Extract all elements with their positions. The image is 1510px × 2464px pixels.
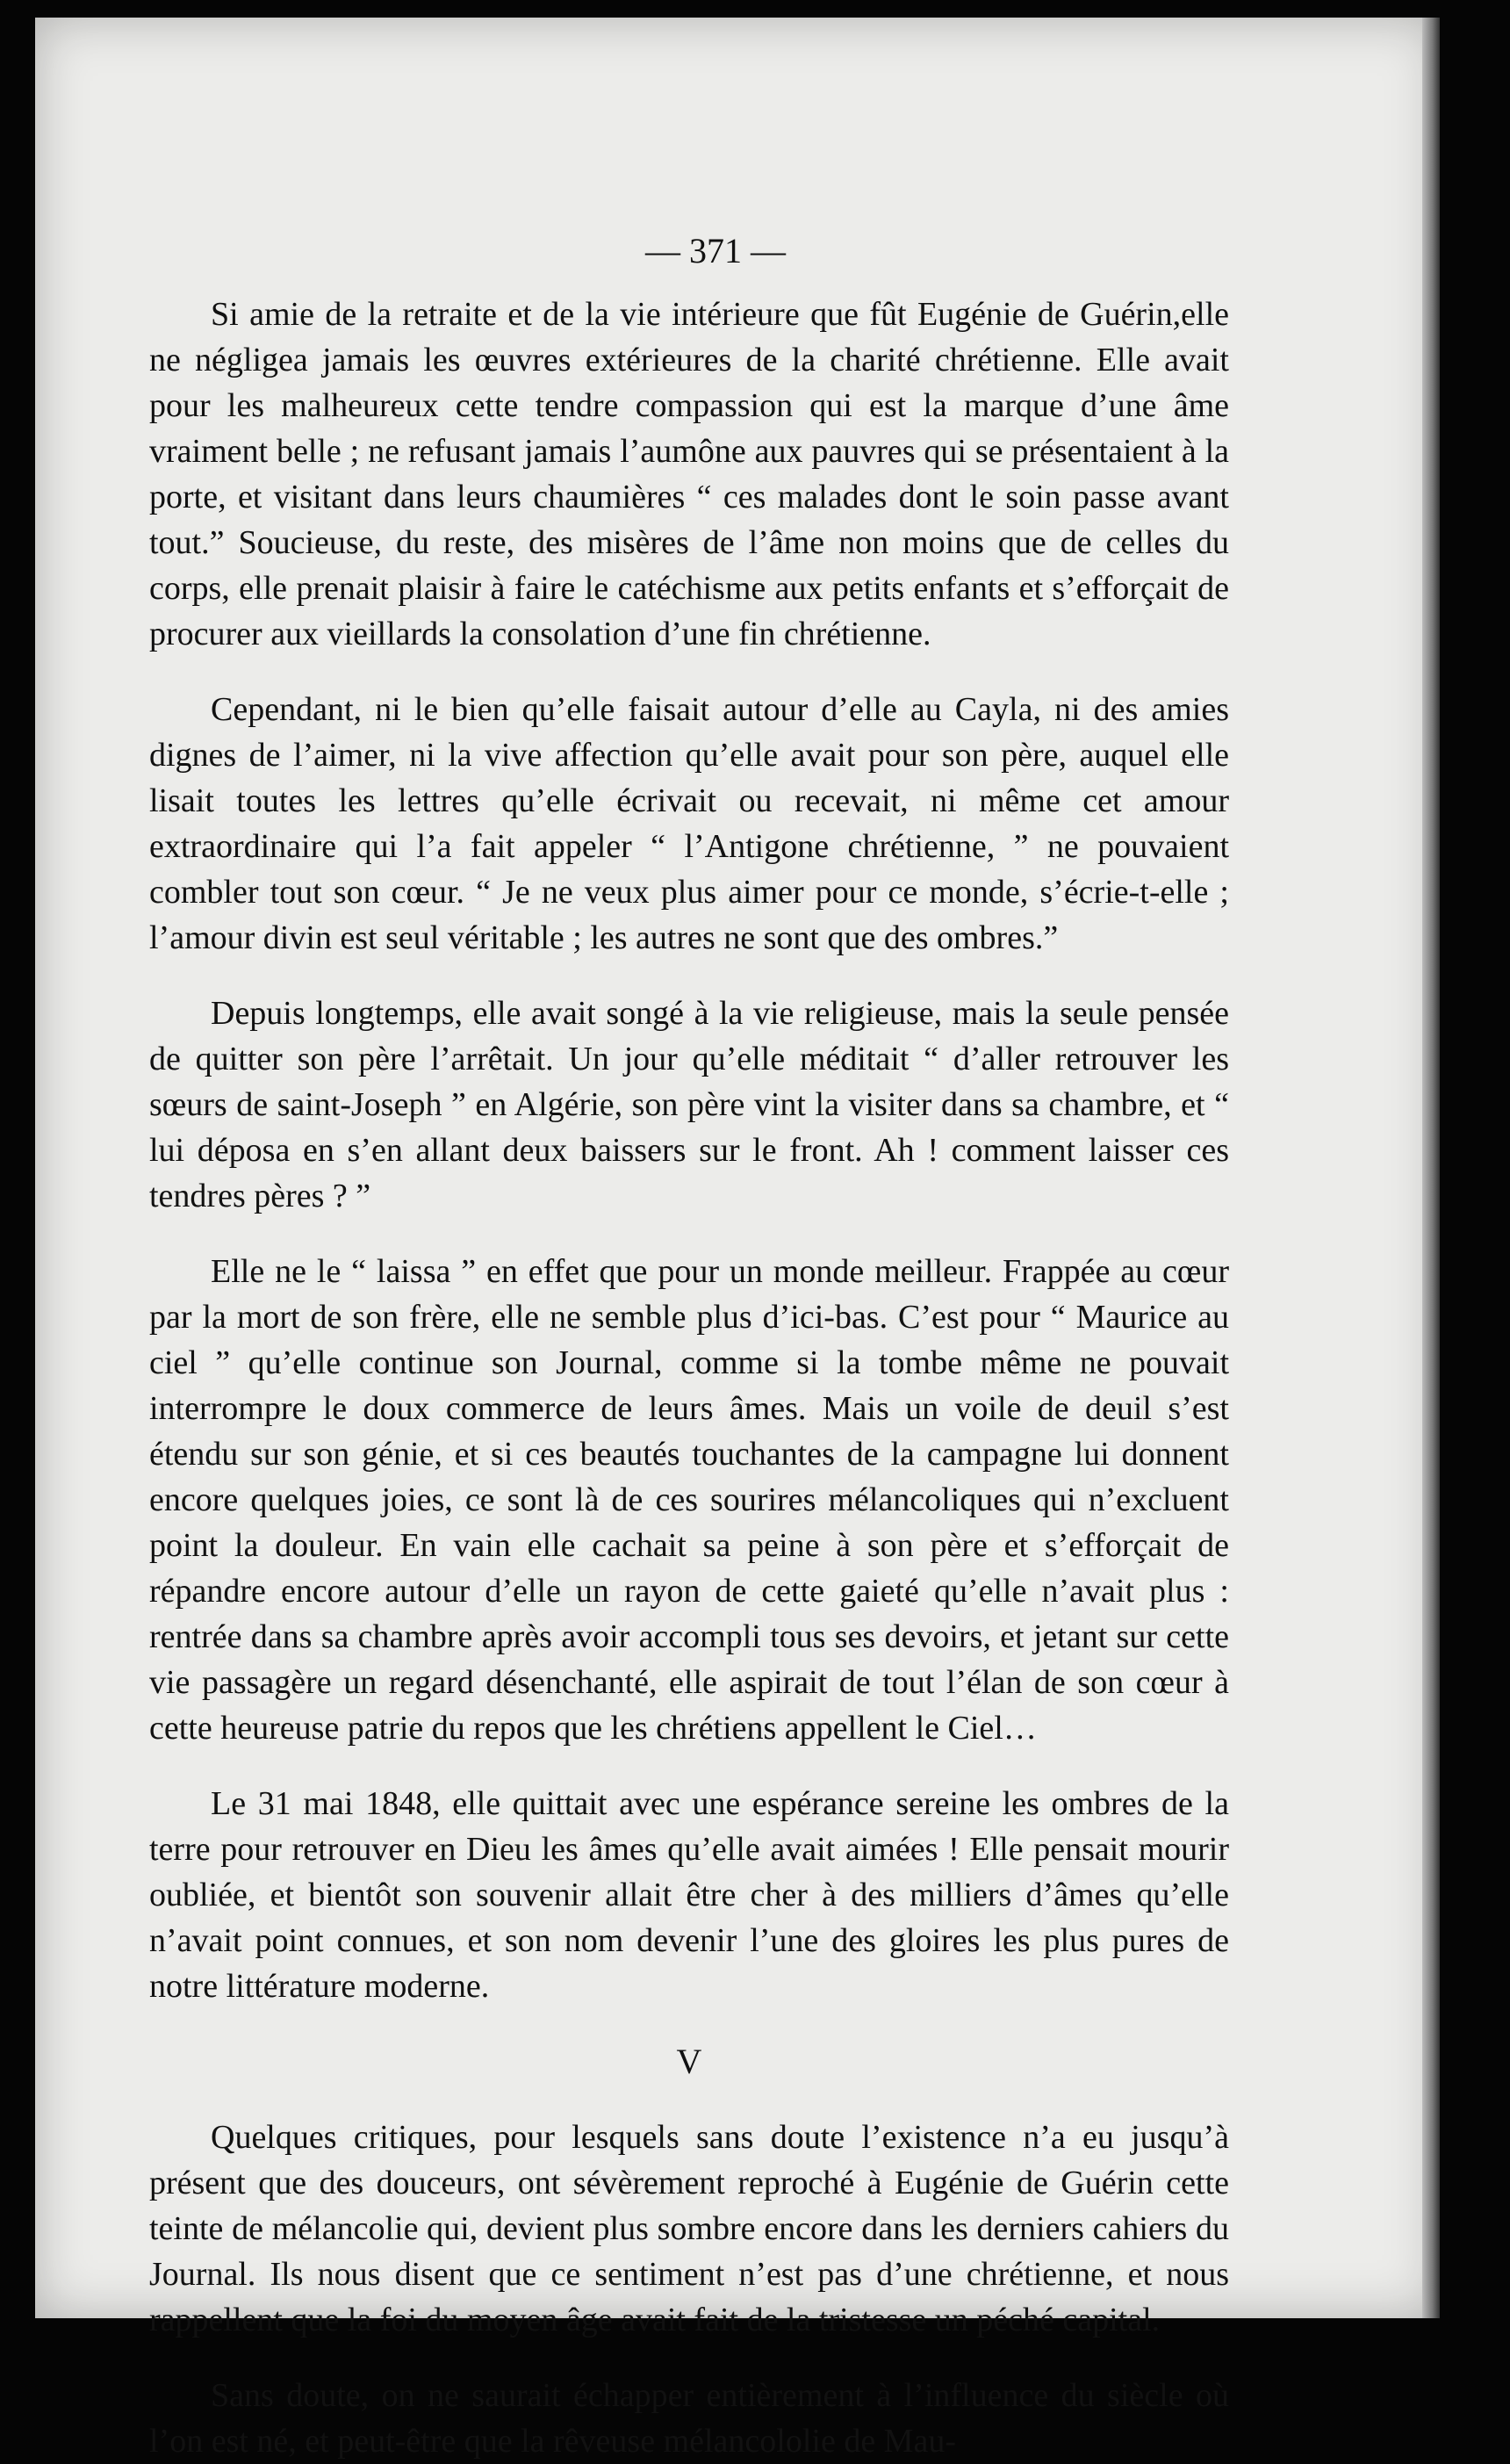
paragraph: Si amie de la retraite et de la vie intérieure que fût Eugénie de Guérin,elle ne négligea jamais les œuvres extérieures de la charité chrétienne. Elle avait pour les malheureux cette tendre compassion qui est la marque d’une âme vraiment belle ; ne refusant jamais l’aumône aux pauvres qui se présentaient à la porte, et visitant dans leurs chaumières “ ces malades dont le soin passe avant tout.” Soucieuse, du reste, des misères de l’âme non moins que de celles du corps, elle prenait plaisir à faire le catéchisme aux petits enfants et s’efforçait de procurer aux vieillards la consolation d’une fin chrétienne. [149,296,1229,652]
section-heading: V [676,2042,702,2081]
page-spine-edge [1422,18,1440,2318]
page-number: — 371 — [645,231,786,270]
paragraph: Cependant, ni le bien qu’elle faisait autour d’elle au Cayla, ni des amies dignes de l’aimer, ni la vive affection qu’elle avait pour son père, auquel elle lisait toutes les lettres qu’elle écrivait ou recevait, ni même cet amour extraordinaire qui l’a fait appeler “ l’Antigone chrétienne, ” ne pouvaient combler tout son cœur. “ Je ne veux plus aimer pour ce monde, s’écrie-t-elle ; l’amour divin est seul véritable ; les autres ne sont que des ombres.” [149,691,1229,956]
paragraph: Elle ne le “ laissa ” en effet que pour un monde meilleur. Frappée au cœur par la mort de son frère, elle ne semble plus d’ici-bas. C’est pour “ Maurice au ciel ” qu’elle continue son Journal, comme si la tombe même ne pouvait interrompre le doux commerce de leurs âmes. Mais un voile de deuil s’est étendu sur son génie, et si ces beautés touchantes de la campagne lui donnent encore quelques joies, ce sont là de ces sourires mélancoliques qui n’excluent point la douleur. En vain elle cachait sa peine à son père et s’efforçait de répandre encore autour d’elle un rayon de cette gaieté qu’elle n’avait plus : rentrée dans sa chambre après avoir accompli tous ses devoirs, et jetant sur cette vie passagère un regard désenchanté, elle aspirait de tout l’élan de son cœur à cette heureuse patrie du repos que les chrétiens appellent le Ciel… [149,1253,1229,1747]
paragraph: Depuis longtemps, elle avait songé à la vie religieuse, mais la seule pensée de quitter son père l’arrêtait. Un jour qu’elle méditait “ d’aller retrouver les sœurs de saint-Joseph ” en Algérie, son père vint la visiter dans sa chambre, et “ lui déposa en s’en allant deux baissers sur le front. Ah ! comment laisser ces tendres pères ? ” [149,995,1229,1214]
page-content [149,228,1229,2464]
paragraph: Sans doute, on ne saurait échapper entièrement à l’influence du siècle où l’on est né, et peut-être que la rêveuse mélancololie de Mau- [149,2377,1229,2460]
paragraph: Le 31 mai 1848, elle quittait avec une espérance sereine les ombres de la terre pour retrouver en Dieu les âmes qu’elle avait aimées ! Elle pensait mourir oubliée, et bientôt son souvenir allait être cher à des milliers d’âmes qu’elle n’avait point connues, et son nom devenir l’une des gloires les plus pures de notre littérature moderne. [149,1785,1229,2005]
book-page [35,18,1440,2460]
paragraph: Quelques critiques, pour lesquels sans doute l’existence n’a eu jusqu’à présent que des douceurs, ont sévèrement reproché à Eugénie de Guérin cette teinte de mélancolie qui, devient plus sombre encore dans les derniers cahiers du Journal. Ils nous disent que ce sentiment n’est pas d’une chrétienne, et nous rappellent que la foi du moyen âge avait fait de la tristesse un péché capital. [149,2119,1229,2338]
